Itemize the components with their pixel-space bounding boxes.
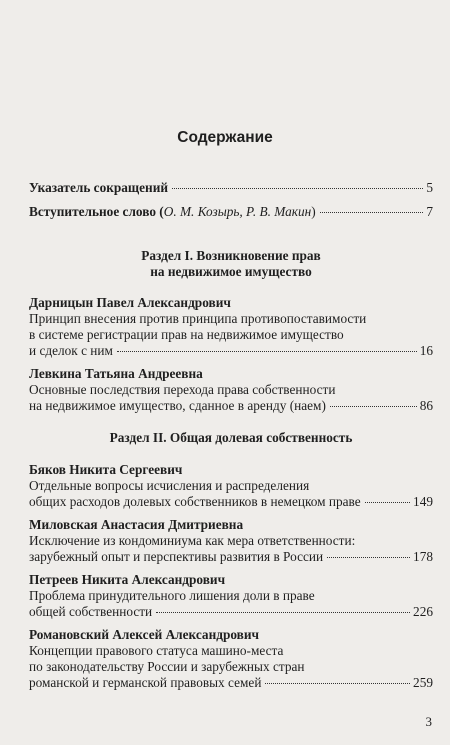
dot-leader <box>265 683 410 684</box>
toc-page: 7 <box>426 204 433 219</box>
entry-title-line: Принцип внесения против принципа противопоставимости <box>29 311 367 326</box>
entry-title-line: Отдельные вопросы исчисления и распределения <box>29 478 310 493</box>
entry-title-line: Основные последствия перехода права собственности <box>29 382 336 397</box>
toc-entry-abbreviations[interactable] <box>29 180 433 196</box>
section-heading: Раздел II. Общая долевая собственность <box>109 430 353 445</box>
toc-label: Указатель сокращений <box>29 180 169 195</box>
entry-author: Бяков Никита Сергеевич <box>29 462 183 477</box>
entry-author: Романовский Алексей Александрович <box>29 627 260 642</box>
entry-title-line: по законодательству России и зарубежных стран <box>29 659 305 674</box>
entry-title-line: и сделок с ним <box>29 343 113 358</box>
toc-entry-foreword[interactable] <box>29 204 433 220</box>
toc-label: Вступительное слово ( <box>29 204 164 219</box>
dot-leader <box>156 612 410 613</box>
toc-page: 226 <box>413 604 433 619</box>
entry-title-line: романской и германской правовых семей <box>29 675 262 690</box>
section-heading: на недвижимое имущество <box>150 264 312 279</box>
page-number: 3 <box>425 714 432 729</box>
toc-page: 149 <box>413 494 433 509</box>
toc-label-close: ) <box>311 204 316 219</box>
entry-author: Дарницын Павел Александрович <box>29 295 231 310</box>
toc-entry[interactable] <box>29 398 433 414</box>
toc-entry[interactable] <box>29 549 433 565</box>
entry-title-line: зарубежный опыт и перспективы развития в России <box>29 549 324 564</box>
section-heading: Раздел I. Возникновение прав <box>141 248 321 263</box>
toc-page: 16 <box>419 343 433 358</box>
entry-title-line: Концепции правового статуса машино-места <box>29 643 284 658</box>
entry-title-line: общей собственности <box>29 604 153 619</box>
toc-entry[interactable] <box>29 343 433 359</box>
dot-leader <box>327 557 410 558</box>
entry-title-line: общих расходов долевых собственников в немецком праве <box>29 494 361 509</box>
entry-title-line: Исключение из кондоминиума как мера ответственности: <box>29 533 356 548</box>
entry-author: Левкина Татьяна Андреевна <box>29 366 203 381</box>
toc-label-authors: О. М. Козырь, Р. В. Макин <box>163 204 312 219</box>
toc-entry[interactable] <box>29 494 433 510</box>
dot-leader <box>330 406 417 407</box>
entry-title-line: Проблема принудительного лишения доли в праве <box>29 588 315 603</box>
toc-page: 86 <box>419 398 433 413</box>
entry-author: Петреев Никита Александрович <box>29 572 226 587</box>
toc-page: 5 <box>426 180 433 195</box>
dot-leader <box>117 351 417 352</box>
dot-leader <box>172 188 423 189</box>
toc-page: 178 <box>413 549 433 564</box>
dot-leader <box>365 502 410 503</box>
toc-entry[interactable] <box>29 604 433 620</box>
toc-page: 259 <box>413 675 433 690</box>
page-title: Содержание <box>177 129 273 146</box>
dot-leader <box>320 212 424 213</box>
toc-entry[interactable] <box>29 675 433 691</box>
entry-title-line: на недвижимое имущество, сданное в аренду (наем) <box>29 398 326 413</box>
entry-title-line: в системе регистрации прав на недвижимое имущество <box>29 327 344 342</box>
entry-author: Миловская Анастасия Дмитриевна <box>29 517 244 532</box>
